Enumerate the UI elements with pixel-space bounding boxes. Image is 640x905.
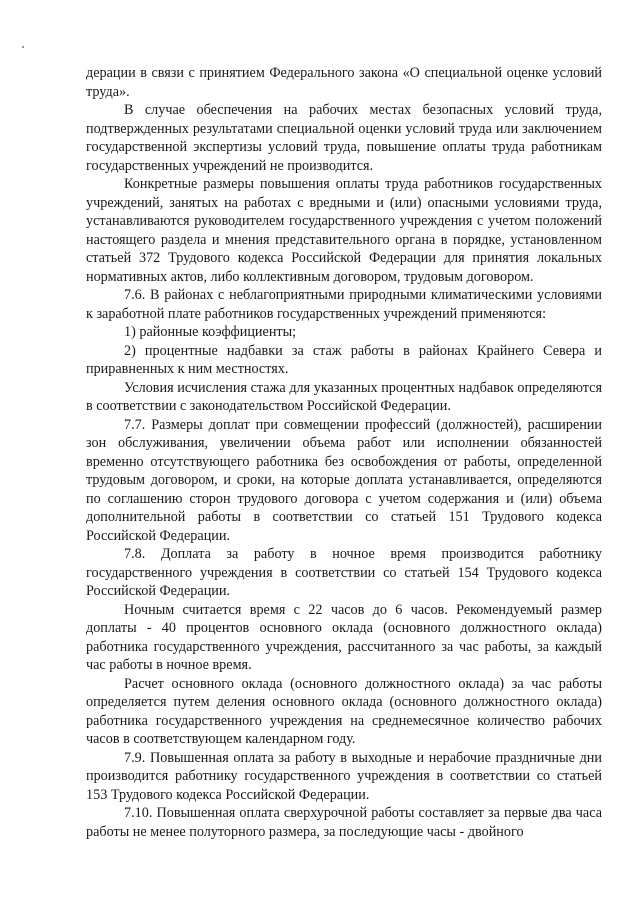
paragraph: 1) районные коэффициенты; bbox=[124, 324, 297, 340]
document-body bbox=[86, 64, 602, 841]
paragraph: 7.10. Повышенная оплата сверхурочной работы составляет за первые два часа работы не менее полуторного размера, за последующие часы - двойного bbox=[86, 805, 602, 840]
paragraph: Ночным считается время с 22 часов до 6 часов. Рекомендуемый размер доплаты - 40 процентов основного оклада (основного должностного оклада) работника государственного учреждения, рассчитанного за час работы, за каждый час работы в ночное время. bbox=[86, 601, 602, 673]
paragraph: 7.9. Повышенная оплата за работу в выходные и нерабочие праздничные дни производится работнику государственного учреждения в соответствии со статьей 153 Трудового кодекса Российской Федерации. bbox=[86, 749, 602, 803]
scan-speck bbox=[22, 46, 24, 48]
paragraph: 7.6. В районах с неблагоприятными природными климатическими условиями к заработной плате работников государственных учреждений применяются: bbox=[86, 287, 602, 322]
paragraph: 7.7. Размеры доплат при совмещении профессий (должностей), расширении зон обслуживания, увеличении объема работ или исполнении обязанностей временно отсутствующего работника без освобождения от работы, определенной трудовым договором, и сроки, на которые доплата устанавливается, определяются по соглашению сторон трудового договора с учетом содержания и (или) объема дополнительной работы в соответствии со статьей 151 Трудового кодекса Российской Федерации. bbox=[86, 416, 602, 544]
paragraph: Условия исчисления стажа для указанных процентных надбавок определяются в соответствии с законодательством Российской Федерации. bbox=[86, 379, 602, 414]
paragraph: дерации в связи с принятием Федерального закона «О специальной оценке условий труда». bbox=[86, 65, 602, 100]
paragraph: 7.8. Доплата за работу в ночное время производится работнику государственного учреждения в соответствии со статьей 154 Трудового кодекса Российской Федерации. bbox=[86, 546, 602, 599]
paragraph: 2) процентные надбавки за стаж работы в районах Крайнего Севера и приравненных к ним местностях. bbox=[86, 342, 602, 377]
paragraph: В случае обеспечения на рабочих местах безопасных условий труда, подтвержденных результатами специальной оценки условий труда или заключением государственной экспертизы условий труда, повышение оплаты труда работникам государственных учреждений не производится. bbox=[86, 102, 602, 174]
paragraph: Конкретные размеры повышения оплаты труда работников государственных учреждений, занятых на работах с вредными и (или) опасными условиями труда, устанавливаются руководителем государственного учреждения с учетом положений настоящего раздела и мнения представительного органа в порядке, установленном статьей 372 Трудового кодекса Российской Федерации для принятия локальных нормативных актов, либо коллективным договором, трудовым договором. bbox=[86, 176, 602, 285]
paragraph: Расчет основного оклада (основного должностного оклада) за час работы определяется путем деления основного оклада (основного должностного оклада) работника государственного учреждения на среднемесячное количество рабочих часов в соответствующем календарном году. bbox=[86, 675, 602, 747]
